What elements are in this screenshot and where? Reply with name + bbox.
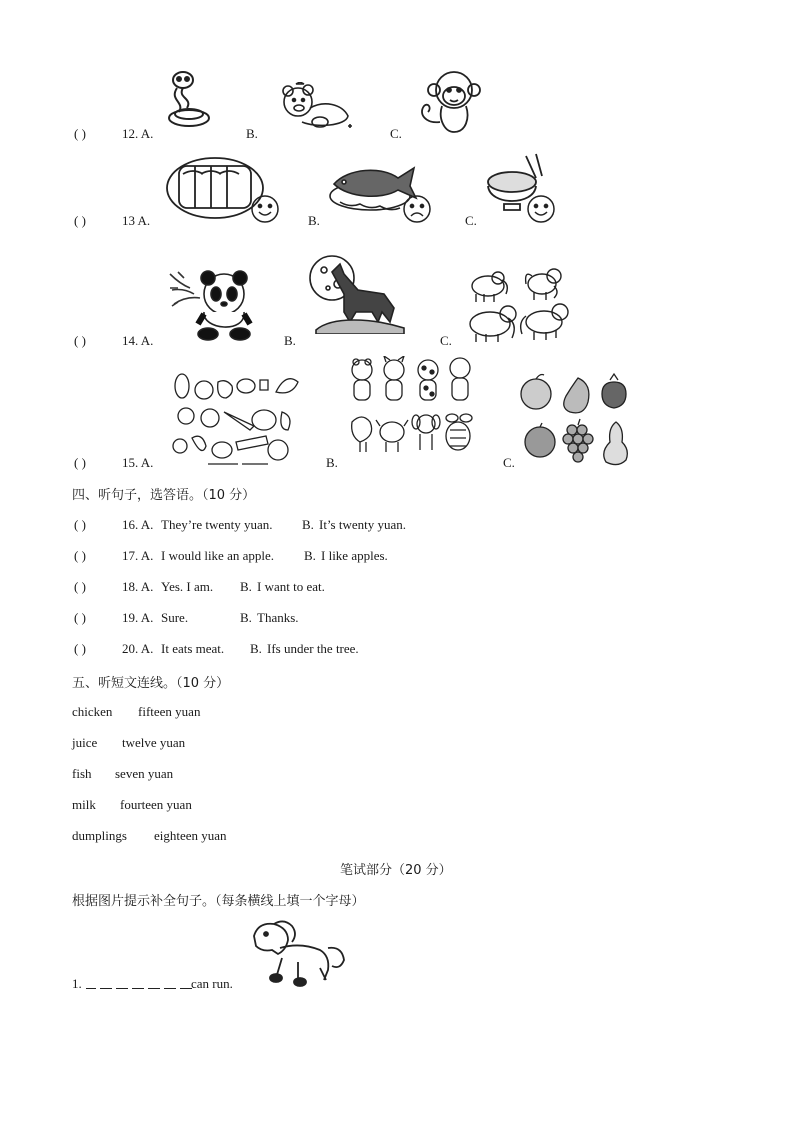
wolf-icon	[302, 254, 408, 334]
q12-option-b-label: B.	[246, 126, 258, 141]
section5-title: 五、听短文连线。（10 分）	[72, 676, 230, 691]
q15-option-b-label: B.	[326, 455, 338, 470]
match-left-item[interactable]: fish	[72, 766, 92, 781]
q19-option-b-label: B.	[240, 610, 252, 625]
letter-blank[interactable]	[100, 988, 112, 989]
letter-blank[interactable]	[86, 988, 96, 989]
match-right-item[interactable]: twelve yuan	[122, 735, 186, 750]
letter-blank[interactable]	[116, 988, 128, 989]
q19-number: 19. A.	[122, 610, 154, 625]
letter-blank[interactable]	[164, 988, 176, 989]
q20-option-b-label: B.	[250, 641, 262, 656]
fruits-icon	[518, 372, 638, 468]
q17-option-a: I would like an apple.	[161, 548, 274, 563]
match-left-item[interactable]: milk	[72, 797, 96, 812]
q17-answer-paren[interactable]: ( )	[74, 548, 86, 563]
written-section-title: 笔试部分（20 分）	[340, 863, 452, 878]
q14-number: 14. A.	[122, 333, 154, 348]
sad-face-icon-b	[402, 194, 432, 224]
q12-option-c-label: C.	[390, 126, 402, 141]
q18-number: 18. A.	[122, 579, 154, 594]
match-right-item[interactable]: eighteen yuan	[154, 828, 227, 843]
q19-option-b: Thanks.	[257, 610, 299, 625]
q13-option-b-label: B.	[308, 213, 320, 228]
q18-option-b-label: B.	[240, 579, 252, 594]
q1-number: 1.	[72, 976, 82, 991]
q16-answer-paren[interactable]: ( )	[74, 517, 86, 532]
letter-blank[interactable]	[148, 988, 160, 989]
animals-icon	[346, 356, 476, 466]
written-instruction: 根据图片提示补全句子。（每条横线上填一个字母）	[72, 894, 365, 909]
q15-number: 15. A.	[122, 455, 154, 470]
q12-answer-paren[interactable]: ( )	[74, 126, 86, 141]
q1-letter-blanks	[86, 988, 192, 989]
bear-icon	[276, 82, 366, 134]
q17-option-b: I like apples.	[321, 548, 388, 563]
q13-number: 13 A.	[122, 213, 151, 228]
q13-answer-paren[interactable]: ( )	[74, 213, 86, 228]
monkey-icon	[414, 66, 486, 136]
match-left-item[interactable]: chicken	[72, 704, 113, 719]
q20-answer-paren[interactable]: ( )	[74, 641, 86, 656]
panda-icon	[166, 264, 256, 344]
q17-number: 17. A.	[122, 548, 154, 563]
q16-option-b-label: B.	[302, 517, 314, 532]
q14-option-b-label: B.	[284, 333, 296, 348]
smile-face-icon-c	[526, 194, 556, 224]
q18-option-a: Yes. I am.	[161, 579, 214, 594]
elephants-icon	[462, 264, 574, 344]
match-left-item[interactable]: dumplings	[72, 828, 127, 843]
match-right-item[interactable]: fifteen yuan	[138, 704, 201, 719]
q14-answer-paren[interactable]: ( )	[74, 333, 86, 348]
q13-option-c-label: C.	[465, 213, 477, 228]
vegetables-icon	[168, 372, 300, 468]
section4-title: 四、听句子，选答语。（10 分）	[72, 488, 256, 503]
horse-icon	[244, 918, 346, 988]
match-left-item[interactable]: juice	[72, 735, 98, 750]
q15-option-c-label: C.	[503, 455, 515, 470]
q20-option-a: It eats meat.	[161, 641, 225, 656]
q19-option-a: Sure.	[161, 610, 189, 625]
match-right-item[interactable]: seven yuan	[115, 766, 174, 781]
q19-answer-paren[interactable]: ( )	[74, 610, 86, 625]
match-right-item[interactable]: fourteen yuan	[120, 797, 192, 812]
q16-number: 16. A.	[122, 517, 154, 532]
smile-face-icon-a	[250, 194, 280, 224]
q15-answer-paren[interactable]: ( )	[74, 455, 86, 470]
q20-option-b: Ifs under the tree.	[267, 641, 359, 656]
q18-option-b: I want to eat.	[257, 579, 325, 594]
q16-option-b: It’s twenty yuan.	[319, 517, 407, 532]
snake-icon	[165, 70, 215, 132]
letter-blank[interactable]	[132, 988, 144, 989]
q14-option-c-label: C.	[440, 333, 452, 348]
q18-answer-paren[interactable]: ( )	[74, 579, 86, 594]
q16-option-a: They’re twenty yuan.	[161, 517, 273, 532]
q1-tail: can run.	[191, 976, 233, 991]
q12-number: 12. A.	[122, 126, 154, 141]
q17-option-b-label: B.	[304, 548, 316, 563]
q20-number: 20. A.	[122, 641, 154, 656]
